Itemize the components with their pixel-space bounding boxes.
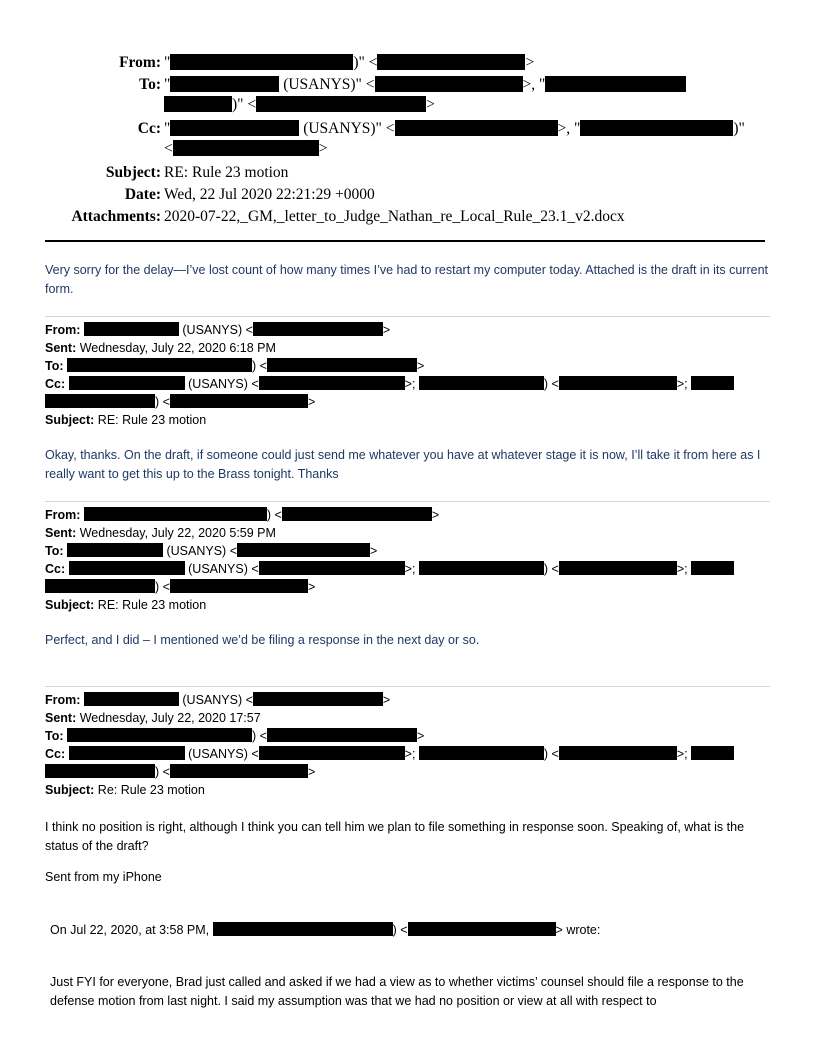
redaction-box: [395, 120, 558, 136]
redaction-box: [253, 322, 383, 336]
redaction-box: [691, 561, 734, 575]
header-attachments-row: [0, 206, 816, 228]
attachment-link[interactable]: 2020-07-22,_GM,_letter_to_Judge_Nathan_re_Local_Rule_23.1_v2.docx: [164, 208, 625, 225]
redaction-box: [213, 922, 393, 936]
quoted-intro: On Jul 22, 2020, at 3:58 PM, ) < > wrote:: [50, 923, 601, 937]
redaction-box: [69, 746, 185, 760]
sent-value: Wednesday, July 22, 2020 5:59 PM: [79, 526, 276, 540]
redaction-box: [691, 376, 734, 390]
redaction-box: [256, 96, 426, 112]
date-value: Wed, 22 Jul 2020 22:21:29 +0000: [164, 186, 375, 203]
message-meta: From: (USANYS) < > Sent: Wednesday, July 22, 2020 6:18 PM To: ) < > Cc: (USANYS) < >; ) < >; ) < > Subject: RE: Rule 23 motion: [45, 321, 775, 429]
redaction-box: [267, 728, 417, 742]
redaction-box: [84, 692, 179, 706]
redaction-box: [84, 322, 179, 336]
redaction-box: [84, 507, 267, 521]
message-meta: From: ) < > Sent: Wednesday, July 22, 2020 5:59 PM To: (USANYS) < > Cc: (USANYS) < >; ) < >; ) < > Subject: RE: Rule 23 motion: [45, 506, 775, 614]
header-cc-row-continued: < >: [164, 140, 328, 157]
redaction-box: [408, 922, 556, 936]
redaction-box: [259, 376, 405, 390]
redaction-box: [173, 140, 319, 156]
redaction-box: [170, 579, 308, 593]
redaction-box: [259, 746, 405, 760]
message-divider: [45, 501, 770, 502]
cc-label: Cc:: [137, 120, 161, 137]
header-to-row-continued: )" < >: [0, 96, 816, 114]
message-meta: From: (USANYS) < > Sent: Wednesday, July 22, 2020 17:57 To: ) < > Cc: (USANYS) < >; ) < >; ) < > Subject: Re: Rule 23 motion: [45, 691, 775, 799]
from-label: From:: [119, 54, 161, 71]
quoted-body: Just FYI for everyone, Brad just called and asked if we had a view as to whether victims’ counsel should file a response to the defense motion from last night. I said my assumption was that we had no position or view at all with respect to: [50, 975, 744, 1008]
redaction-box: [69, 561, 185, 575]
reply-body: Very sorry for the delay—I’ve lost count of how many times I’ve had to restart my computer today. Attached is the draft in its current form.: [45, 263, 769, 296]
email-header: [0, 52, 816, 228]
header-subject-row: [0, 162, 816, 184]
redaction-box: [45, 764, 155, 778]
redaction-box: [580, 120, 733, 136]
subject-label: Subject:: [105, 164, 161, 181]
redaction-box: [45, 579, 155, 593]
header-divider: [45, 240, 765, 242]
redaction-box: [419, 746, 544, 760]
redaction-box: [69, 376, 185, 390]
redaction-box: [253, 692, 383, 706]
redaction-box: [170, 76, 279, 92]
redaction-box: [267, 358, 417, 372]
header-to-row: To: " (USANYS)" < >, ": [0, 74, 816, 96]
redaction-box: [559, 746, 677, 760]
redaction-box: [559, 376, 677, 390]
redaction-box: [170, 394, 308, 408]
subject-value: Re: Rule 23 motion: [97, 783, 205, 797]
message-divider: [45, 686, 770, 687]
redaction-box: [164, 96, 232, 112]
subject-value: RE: Rule 23 motion: [97, 598, 207, 612]
redaction-box: [259, 561, 405, 575]
redaction-box: [67, 358, 252, 372]
redaction-box: [377, 54, 525, 70]
message-divider: [45, 316, 770, 317]
message-body: Okay, thanks. On the draft, if someone could just send me whatever you have at whatever stage it is now, I’ll take it from here as I really want to get this up to the Brass tonight. Thanks: [45, 448, 761, 481]
redaction-box: [691, 746, 734, 760]
subject-value: RE: Rule 23 motion: [164, 164, 289, 181]
redaction-box: [282, 507, 432, 521]
header-from-row: From: " )" < >: [0, 52, 816, 74]
redaction-box: [170, 764, 308, 778]
redaction-box: [67, 728, 252, 742]
attachments-label: Attachments:: [71, 208, 161, 225]
redaction-box: [170, 120, 299, 136]
redaction-box: [419, 376, 544, 390]
sent-value: Wednesday, July 22, 2020 6:18 PM: [79, 341, 276, 355]
redaction-box: [545, 76, 686, 92]
redaction-box: [45, 394, 155, 408]
date-label: Date:: [124, 186, 161, 203]
sent-value: Wednesday, July 22, 2020 17:57: [79, 711, 261, 725]
message-body: Perfect, and I did – I mentioned we’d be filing a response in the next day or so.: [45, 633, 480, 647]
header-cc-row: Cc: " (USANYS)" < >, " )": [0, 118, 816, 140]
redaction-box: [237, 543, 370, 557]
signature: Sent from my iPhone: [45, 870, 162, 884]
message-body: I think no position is right, although I think you can tell him we plan to file something in response soon. Speaking of, what is the status of the draft?: [45, 820, 745, 853]
header-date-row: [0, 184, 816, 206]
redaction-box: [170, 54, 353, 70]
redaction-box: [419, 561, 544, 575]
subject-value: RE: Rule 23 motion: [97, 413, 207, 427]
redaction-box: [559, 561, 677, 575]
to-label: To:: [139, 76, 161, 93]
redaction-box: [375, 76, 523, 92]
redaction-box: [67, 543, 163, 557]
